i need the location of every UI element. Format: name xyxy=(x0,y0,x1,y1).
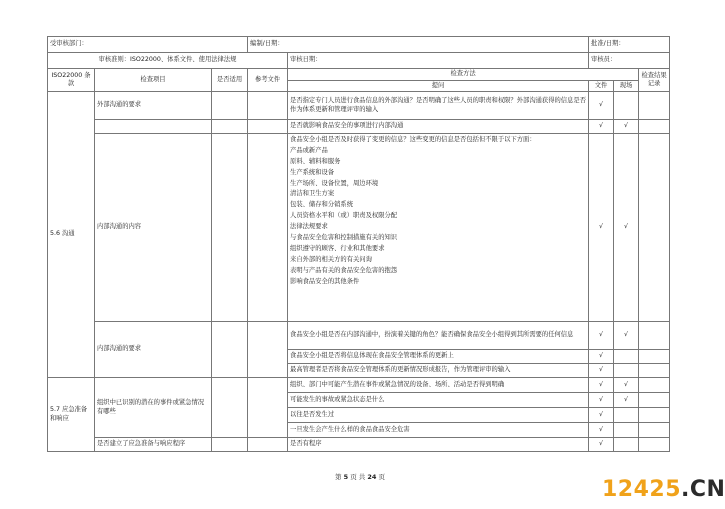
onsite-check: √ xyxy=(614,393,639,408)
question-line: 组织遵守的顾客、行业和其他要求 xyxy=(290,244,385,252)
question-line: 产品或新产品 xyxy=(290,146,328,154)
onsite-check xyxy=(614,423,639,438)
applicable-cell xyxy=(212,134,248,322)
question-line: 与食品安全危害和控制措施有关的知识 xyxy=(290,234,398,242)
question-line: 原料、辅料和服务 xyxy=(290,157,341,165)
check-item: 外部沟通的要求 xyxy=(95,92,212,120)
section-clause-5-6: 5.6 沟通 xyxy=(48,92,95,378)
onsite-check xyxy=(614,408,639,423)
reference-cell xyxy=(248,438,288,452)
table-row xyxy=(48,378,670,393)
audit-date-label xyxy=(288,53,589,69)
footer-prefix: 第 xyxy=(335,473,344,481)
item-header: 检查项目 xyxy=(95,69,212,92)
audit-checklist-table xyxy=(47,36,670,452)
question-line: 人员资格水平和（或）职责及权限分配 xyxy=(290,212,398,220)
question-cell: 食品安全小组是否将信息体现在食品安全管理体系的更新上 xyxy=(288,350,589,364)
document-check: √ xyxy=(589,408,614,423)
document-check: √ xyxy=(589,423,614,438)
applicable-cell xyxy=(212,438,248,452)
question-cell: 食品安全小组是否在内部沟通中，扮演着关键的角色？能否确保食品安全小组得到其所需要的任何信息 xyxy=(288,322,589,350)
question-line: 来自外部的相关方的有关问询 xyxy=(290,255,372,263)
question-line: 法律法规要求 xyxy=(290,223,328,231)
result-cell xyxy=(639,423,670,438)
section-clause-5-7: 5.7 应急准备和响应 xyxy=(48,378,95,452)
reference-cell xyxy=(248,92,288,120)
total-page-count: 24 xyxy=(367,473,377,481)
reference-cell xyxy=(248,120,288,134)
document-check: √ xyxy=(589,438,614,452)
question-line: 生产场所、设备位置，周边环境 xyxy=(290,179,379,187)
question-cell: 以往是否发生过 xyxy=(288,408,589,423)
question-cell: 一旦发生会产生什么样的食品食品安全危害 xyxy=(288,423,589,438)
check-item: 组织中已识别的潜在的事件或紧急情况有哪些 xyxy=(95,378,212,438)
result-cell xyxy=(639,364,670,378)
header-row-1 xyxy=(48,37,670,53)
question-line: 包装、储存和分销系统 xyxy=(290,201,353,209)
document-header: 文件 xyxy=(589,80,614,92)
onsite-check: √ xyxy=(614,120,639,134)
prepared-date-label: 编制/日期： xyxy=(248,37,589,53)
header-row-2 xyxy=(48,53,670,69)
question-line: 表明与产品有关的食品安全危害的抱怨 xyxy=(290,266,398,274)
onsite-check xyxy=(614,438,639,452)
document-check: √ xyxy=(589,120,614,134)
audit-date-text: 审核日期： xyxy=(290,56,322,64)
watermark-domain: .CN xyxy=(681,477,725,502)
document-check: √ xyxy=(589,134,614,322)
document-check: √ xyxy=(589,322,614,350)
result-cell xyxy=(639,393,670,408)
auditor-label: 审核员： xyxy=(589,53,670,69)
onsite-check xyxy=(614,364,639,378)
check-item: 内部沟通的内容 xyxy=(95,134,212,322)
question-cell: 是否有程序 xyxy=(288,438,589,452)
audited-dept-label: 受审核部门： xyxy=(48,37,248,53)
onsite-check: √ xyxy=(614,134,639,322)
method-header: 检查方法 xyxy=(288,69,639,81)
clause-header: ISO22000 条款 xyxy=(48,69,95,92)
question-cell: 可能发生的事故或紧急状态是什么 xyxy=(288,393,589,408)
onsite-check xyxy=(614,350,639,364)
document-check: √ xyxy=(589,364,614,378)
table-row xyxy=(48,120,670,134)
reference-cell xyxy=(248,134,288,322)
document-check: √ xyxy=(589,92,614,120)
result-cell xyxy=(639,350,670,364)
question-line: 影响食品安全的其他条件 xyxy=(290,277,360,285)
question-cell: 最高管理者是否将食品安全管理体系的更新情况形成报告，作为管理评审的输入 xyxy=(288,364,589,378)
result-cell xyxy=(639,408,670,423)
result-header: 检查结果记录 xyxy=(639,69,670,92)
question-cell: 是否指定专门人员进行食品信息的外部沟通？是否明确了这些人员的职责和权限？外部沟通获得的信息是否作为体系更新和管理评审的输入 xyxy=(288,92,589,120)
onsite-check: √ xyxy=(614,378,639,393)
column-header-row-1 xyxy=(48,69,670,81)
question-cell: 组织、部门中可能产生潜在事件或紧急情况的设备、场所、活动是否得到明确 xyxy=(288,378,589,393)
footer-middle: 页 共 xyxy=(348,473,368,481)
question-line: 食品安全小组是否及时获得了变更的信息？这些变更的信息是否包括但不限于以下方面： xyxy=(290,136,536,143)
result-cell xyxy=(639,322,670,350)
table-row xyxy=(48,438,670,452)
question-list-cell xyxy=(288,134,589,322)
audit-criteria: 审核准则：ISO22000、体系文件、使用法律法规 xyxy=(48,53,288,69)
check-item: 内部沟通的要求 xyxy=(95,322,212,378)
document-check: √ xyxy=(589,350,614,364)
onsite-check: √ xyxy=(614,322,639,350)
watermark-number: 12425 xyxy=(602,477,682,502)
result-cell xyxy=(639,134,670,322)
table-row xyxy=(48,322,670,350)
applicable-header: 是否适用 xyxy=(212,69,248,92)
footer-suffix: 页 xyxy=(376,473,385,481)
applicable-cell xyxy=(212,322,248,378)
result-cell xyxy=(639,120,670,134)
result-cell xyxy=(639,378,670,393)
document-check: √ xyxy=(589,378,614,393)
applicable-cell xyxy=(212,378,248,438)
reference-header: 参考文件 xyxy=(248,69,288,92)
question-cell: 是否就影响食品安全的事项进行内部沟通 xyxy=(288,120,589,134)
question-line: 清洁和卫生方案 xyxy=(290,190,335,198)
document-check: √ xyxy=(589,393,614,408)
result-cell xyxy=(639,92,670,120)
reference-cell xyxy=(248,322,288,378)
site-watermark-logo xyxy=(602,477,725,502)
current-page-number: 5 xyxy=(343,473,349,481)
onsite-check xyxy=(614,92,639,120)
check-item xyxy=(95,120,212,134)
reference-cell xyxy=(248,378,288,438)
question-line: 生产系统和设备 xyxy=(290,168,335,176)
result-cell xyxy=(639,438,670,452)
applicable-cell xyxy=(212,120,248,134)
approved-date-label: 批准/日期： xyxy=(589,37,670,53)
applicable-cell xyxy=(212,92,248,120)
table-row xyxy=(48,92,670,120)
onsite-header: 现场 xyxy=(614,80,639,92)
table-row xyxy=(48,134,670,322)
question-header: 提问 xyxy=(288,80,589,92)
check-item: 是否建立了应急准备与响应程序 xyxy=(95,438,212,452)
